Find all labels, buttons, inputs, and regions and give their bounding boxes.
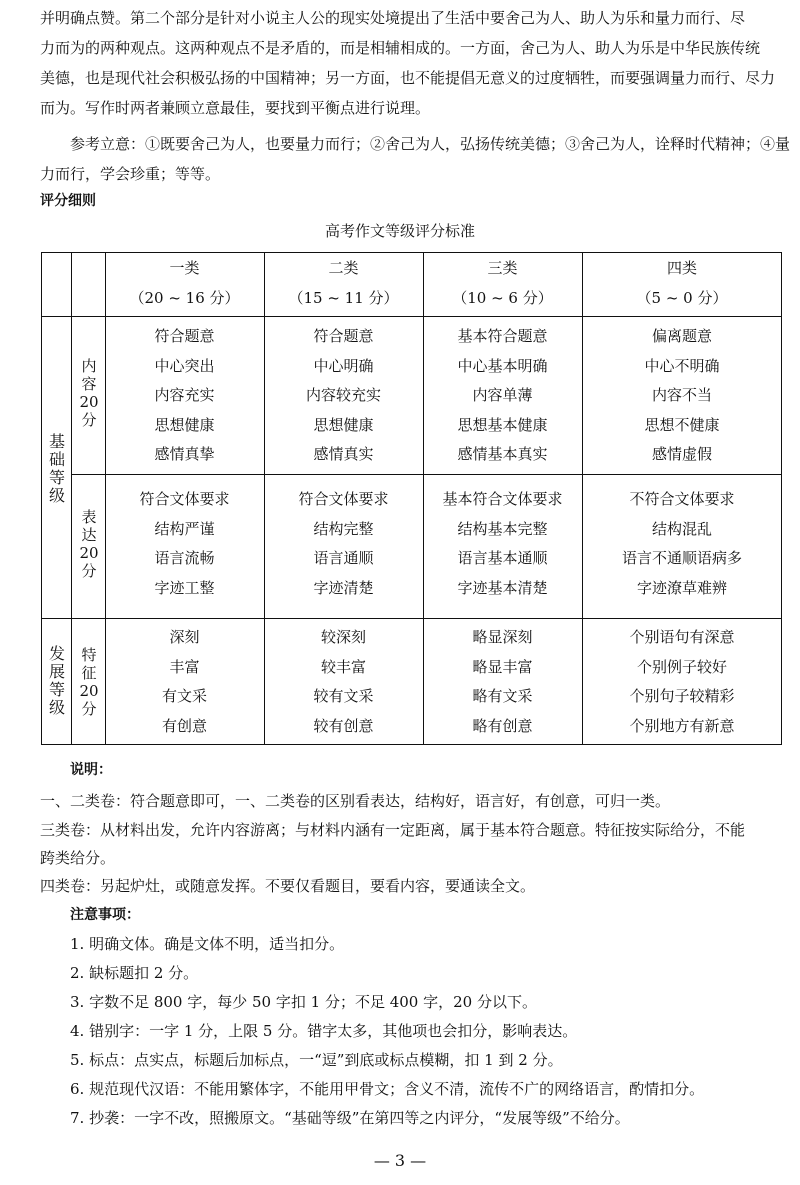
page-number: — 3 — xyxy=(373,1151,427,1170)
expression-cell: 语言流畅 xyxy=(154,549,215,567)
expression-cell: 基本符合文体要求 xyxy=(442,490,563,508)
grade-3-range: （10 ~ 6 分） xyxy=(452,289,553,307)
expression-cell: 语言通顺 xyxy=(313,549,374,567)
expression-cell: 字迹基本清楚 xyxy=(457,578,548,597)
content-cell: 基本符合题意 xyxy=(457,327,548,345)
content-cell: 感情基本真实 xyxy=(457,445,548,463)
attention-item: 7. 抄袭：一字不改，照搬原文。“基础等级”在第四等之内评分，“发展等级”不给分。 xyxy=(70,1109,630,1127)
feature-cell: 有文采 xyxy=(161,687,207,705)
content-cell: 符合题意 xyxy=(313,327,374,345)
scoring-table xyxy=(41,252,782,745)
attention-item: 3. 字数不足 800 字，每少 50 字扣 1 分；不足 400 字，20 分以下。 xyxy=(70,993,537,1011)
feature-cell: 个别地方有新意 xyxy=(629,716,735,735)
grade-3-name: 三类 xyxy=(487,259,518,277)
content-cell: 思想健康 xyxy=(154,415,215,434)
feature-cell: 丰富 xyxy=(169,657,200,676)
attention-item: 6. 规范现代汉语：不能用繁体字，不能用甲骨文；含义不清，流传不广的网络语言，酌情扣分。 xyxy=(70,1080,705,1098)
content-cell: 感情真挚 xyxy=(154,445,215,463)
attention-item: 5. 标点：点实点，标题后加标点，一“逗”到底或标点模糊，扣 1 到 2 分。 xyxy=(70,1051,563,1069)
feature-cell: 略有文采 xyxy=(472,687,533,705)
expression-cell: 结构严谨 xyxy=(154,519,215,538)
notes-heading: 说明： xyxy=(70,762,112,778)
feature-label: 特 征 20 分 xyxy=(79,646,99,718)
feature-cell: 个别语句有深意 xyxy=(629,628,735,646)
content-label: 内 容 20 分 xyxy=(79,357,99,429)
attention-heading: 注意事项： xyxy=(70,907,140,923)
reference-line-1: 参考立意：①既要舍己为人，也要量力而行；②舍己为人，弘扬传统美德；③舍己为人，诠释时代精神；④量 xyxy=(70,135,791,153)
grade-1-name: 一类 xyxy=(169,259,200,277)
content-cell: 符合题意 xyxy=(154,327,215,345)
table-title: 高考作文等级评分标准 xyxy=(324,222,475,240)
basic-level-label: 基 础 等 级 xyxy=(48,432,65,505)
grade-4-name: 四类 xyxy=(666,259,697,277)
grade-2-name: 二类 xyxy=(328,259,359,277)
expression-label: 表 达 20 分 xyxy=(79,508,99,580)
intro-line-3: 美德，也是现代社会积极弘扬的中国精神；另一方面，也不能提倡无意义的过度牺牲，而要强调量力而行、尽力 xyxy=(40,69,776,87)
content-cell: 内容单薄 xyxy=(472,386,533,404)
expression-cell: 字迹清楚 xyxy=(313,578,374,597)
expression-cell: 字迹潦草难辨 xyxy=(636,578,727,597)
table-hline xyxy=(41,316,782,317)
feature-cell: 较深刻 xyxy=(320,628,366,646)
grade-4-range: （5 ~ 0 分） xyxy=(636,289,728,307)
content-cell: 内容不当 xyxy=(651,386,712,404)
content-cell: 思想基本健康 xyxy=(457,415,548,434)
attention-item: 2. 缺标题扣 2 分。 xyxy=(70,964,199,982)
content-cell: 偏离题意 xyxy=(651,327,712,345)
intro-line-4: 而为。写作时两者兼顾立意最佳，要找到平衡点进行说理。 xyxy=(40,99,431,117)
expression-cell: 字迹工整 xyxy=(154,578,215,597)
feature-cell: 较丰富 xyxy=(320,657,366,676)
feature-cell: 深刻 xyxy=(169,628,200,646)
feature-cell: 较有文采 xyxy=(313,687,374,705)
content-cell: 思想不健康 xyxy=(644,415,720,434)
content-cell: 内容充实 xyxy=(154,386,215,404)
content-cell: 思想健康 xyxy=(313,415,374,434)
expression-cell: 结构混乱 xyxy=(651,519,712,538)
feature-cell: 略显深刻 xyxy=(472,628,533,646)
attention-item: 1. 明确文体。确是文体不明，适当扣分。 xyxy=(70,935,345,953)
reference-line-2: 力而行，学会珍重；等等。 xyxy=(40,165,221,183)
grade-2-range: （15 ~ 11 分） xyxy=(288,289,399,307)
feature-cell: 较有创意 xyxy=(313,716,374,735)
content-cell: 中心不明确 xyxy=(644,356,720,375)
content-cell: 中心明确 xyxy=(313,356,374,375)
development-level-label: 发 展 等 级 xyxy=(48,644,65,717)
content-cell: 感情真实 xyxy=(313,445,374,463)
attention-item: 4. 错别字：一字 1 分，上限 5 分。错字太多，其他项也会扣分，影响表达。 xyxy=(70,1022,578,1040)
feature-cell: 略有创意 xyxy=(472,716,533,735)
note-2-line-1: 三类卷：从材料出发，允许内容游离；与材料内涵有一定距离，属于基本符合题意。特征按实际给分，不能 xyxy=(40,821,746,839)
expression-cell: 符合文体要求 xyxy=(298,490,389,508)
content-cell: 感情虚假 xyxy=(651,445,712,463)
note-1: 一、二类卷：符合题意即可，一、二类卷的区别看表达，结构好，语言好，有创意，可归一类。 xyxy=(40,792,671,810)
intro-line-2: 力而为的两种观点。这两种观点不是矛盾的，而是相辅相成的。一方面，舍己为人、助人为乐是中华民族传统 xyxy=(40,39,761,57)
note-2-line-2: 跨类给分。 xyxy=(40,849,116,867)
expression-cell: 语言基本通顺 xyxy=(457,549,548,567)
feature-cell: 略显丰富 xyxy=(472,657,533,676)
expression-cell: 结构完整 xyxy=(313,519,374,538)
scoring-heading: 评分细则 xyxy=(40,193,96,209)
intro-line-1: 并明确点赞。第二个部分是针对小说主人公的现实处境提出了生活中要舍己为人、助人为乐和量力而行、尽 xyxy=(40,9,746,27)
content-cell: 中心突出 xyxy=(154,356,215,375)
content-cell: 内容较充实 xyxy=(305,386,381,404)
table-vline xyxy=(71,252,72,745)
content-cell: 中心基本明确 xyxy=(457,356,548,375)
table-hline xyxy=(41,618,782,619)
expression-cell: 符合文体要求 xyxy=(139,490,230,508)
feature-cell: 个别句子较精彩 xyxy=(629,687,735,705)
feature-cell: 个别例子较好 xyxy=(636,657,727,676)
table-hline xyxy=(71,474,782,475)
note-3: 四类卷：另起炉灶，或随意发挥。不要仅看题目，要看内容，要通读全文。 xyxy=(40,877,536,895)
expression-cell: 结构基本完整 xyxy=(457,519,548,538)
expression-cell: 语言不通顺语病多 xyxy=(621,549,742,567)
expression-cell: 不符合文体要求 xyxy=(629,490,735,508)
grade-1-range: （20 ~ 16 分） xyxy=(129,289,240,307)
feature-cell: 有创意 xyxy=(161,716,207,735)
